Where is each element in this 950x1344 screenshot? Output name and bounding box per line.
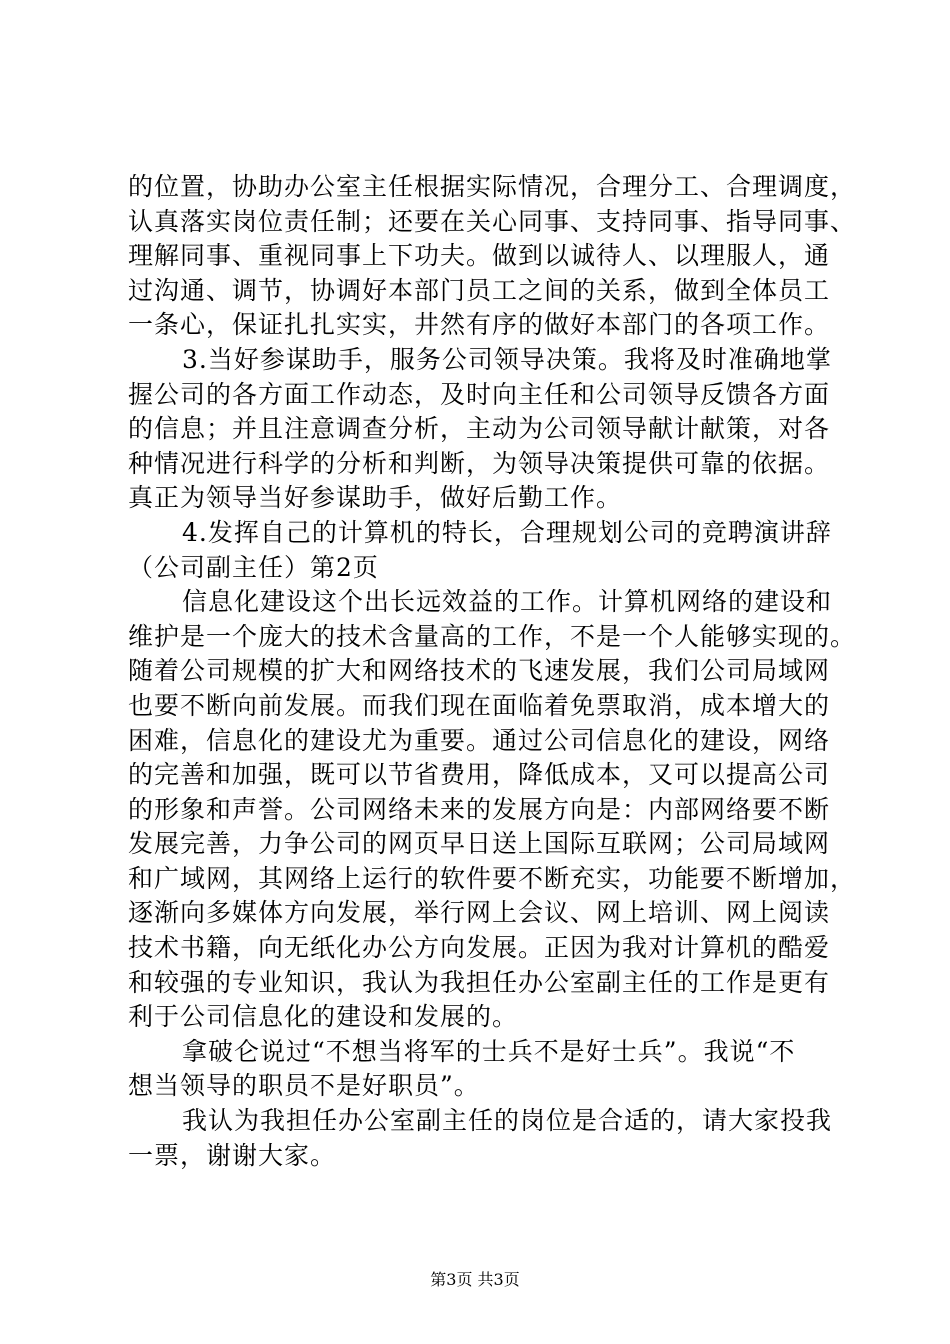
text-line: 3.当好参谋助手，服务公司领导决策。我将及时准确地掌	[182, 344, 832, 374]
text-line: 技术书籍，向无纸化办公方向发展。正因为我对计算机的酷爱	[128, 933, 831, 963]
text-line: 理解同事、重视同事上下功夫。做到以诚待人、以理服人，通	[128, 241, 831, 271]
text-line: 发展完善，力争公司的网页早日送上国际互联网；公司局域网	[128, 829, 831, 859]
text-line: 信息化建设这个出长远效益的工作。计算机网络的建设和	[182, 587, 833, 617]
text-line: （公司副主任）第2页	[128, 552, 379, 582]
document-body	[128, 170, 857, 1173]
text-line: 维护是一个庞大的技术含量高的工作，不是一个人能够实现的。	[128, 621, 857, 651]
text-line: 一票，谢谢大家。	[128, 1140, 337, 1170]
text-line: 的位置，协助办公室主任根据实际情况，合理分工、合理调度，	[128, 172, 857, 201]
text-line: 困难，信息化的建设尤为重要。通过公司信息化的建设，网络	[128, 725, 831, 755]
text-line: 利于公司信息化的建设和发展的。	[128, 1002, 519, 1032]
text-line: 我认为我担任办公室副主任的岗位是合适的，请大家投我	[182, 1106, 833, 1136]
text-line: 随着公司规模的扩大和网络技术的飞速发展，我们公司局域网	[128, 656, 831, 686]
text-line: 的完善和加强，既可以节省费用，降低成本，又可以提高公司	[128, 760, 831, 790]
text-line: 握公司的各方面工作动态，及时向主任和公司领导反馈各方面	[128, 379, 831, 409]
text-line: 4.发挥自己的计算机的特长，合理规划公司的竞聘演讲辞	[182, 517, 832, 547]
text-line: 的形象和声誉。公司网络未来的发展方向是：内部网络要不断	[128, 794, 831, 824]
text-line: 拿破仑说过“不想当将军的士兵不是好士兵”。我说“不	[182, 1036, 796, 1066]
page-footer	[0, 1270, 950, 1290]
text-line: 想当领导的职员不是好职员”。	[128, 1071, 480, 1101]
text-line: 的信息；并且注意调查分析，主动为公司领导献计献策，对各	[128, 414, 831, 444]
text-line: 种情况进行科学的分析和判断，为领导决策提供可靠的依据。	[128, 448, 831, 478]
text-line: 一条心，保证扎扎实实，井然有序的做好本部门的各项工作。	[128, 310, 831, 340]
text-line: 真正为领导当好参谋助手，做好后勤工作。	[128, 483, 623, 513]
text-line: 和较强的专业知识，我认为我担任办公室副主任的工作是更有	[128, 967, 831, 997]
text-line: 逐渐向多媒体方向发展，举行网上会议、网上培训、网上阅读	[128, 898, 831, 928]
text-line: 和广域网，其网络上运行的软件要不断充实，功能要不断增加，	[128, 863, 857, 893]
text-line: 过沟通、调节，协调好本部门员工之间的关系，做到全体员工	[128, 275, 831, 305]
page-number-label: 第3页 共3页	[430, 1270, 520, 1289]
text-line: 也要不断向前发展。而我们现在面临着免票取消，成本增大的	[128, 690, 831, 720]
text-line: 认真落实岗位责任制；还要在关心同事、支持同事、指导同事、	[128, 206, 857, 236]
